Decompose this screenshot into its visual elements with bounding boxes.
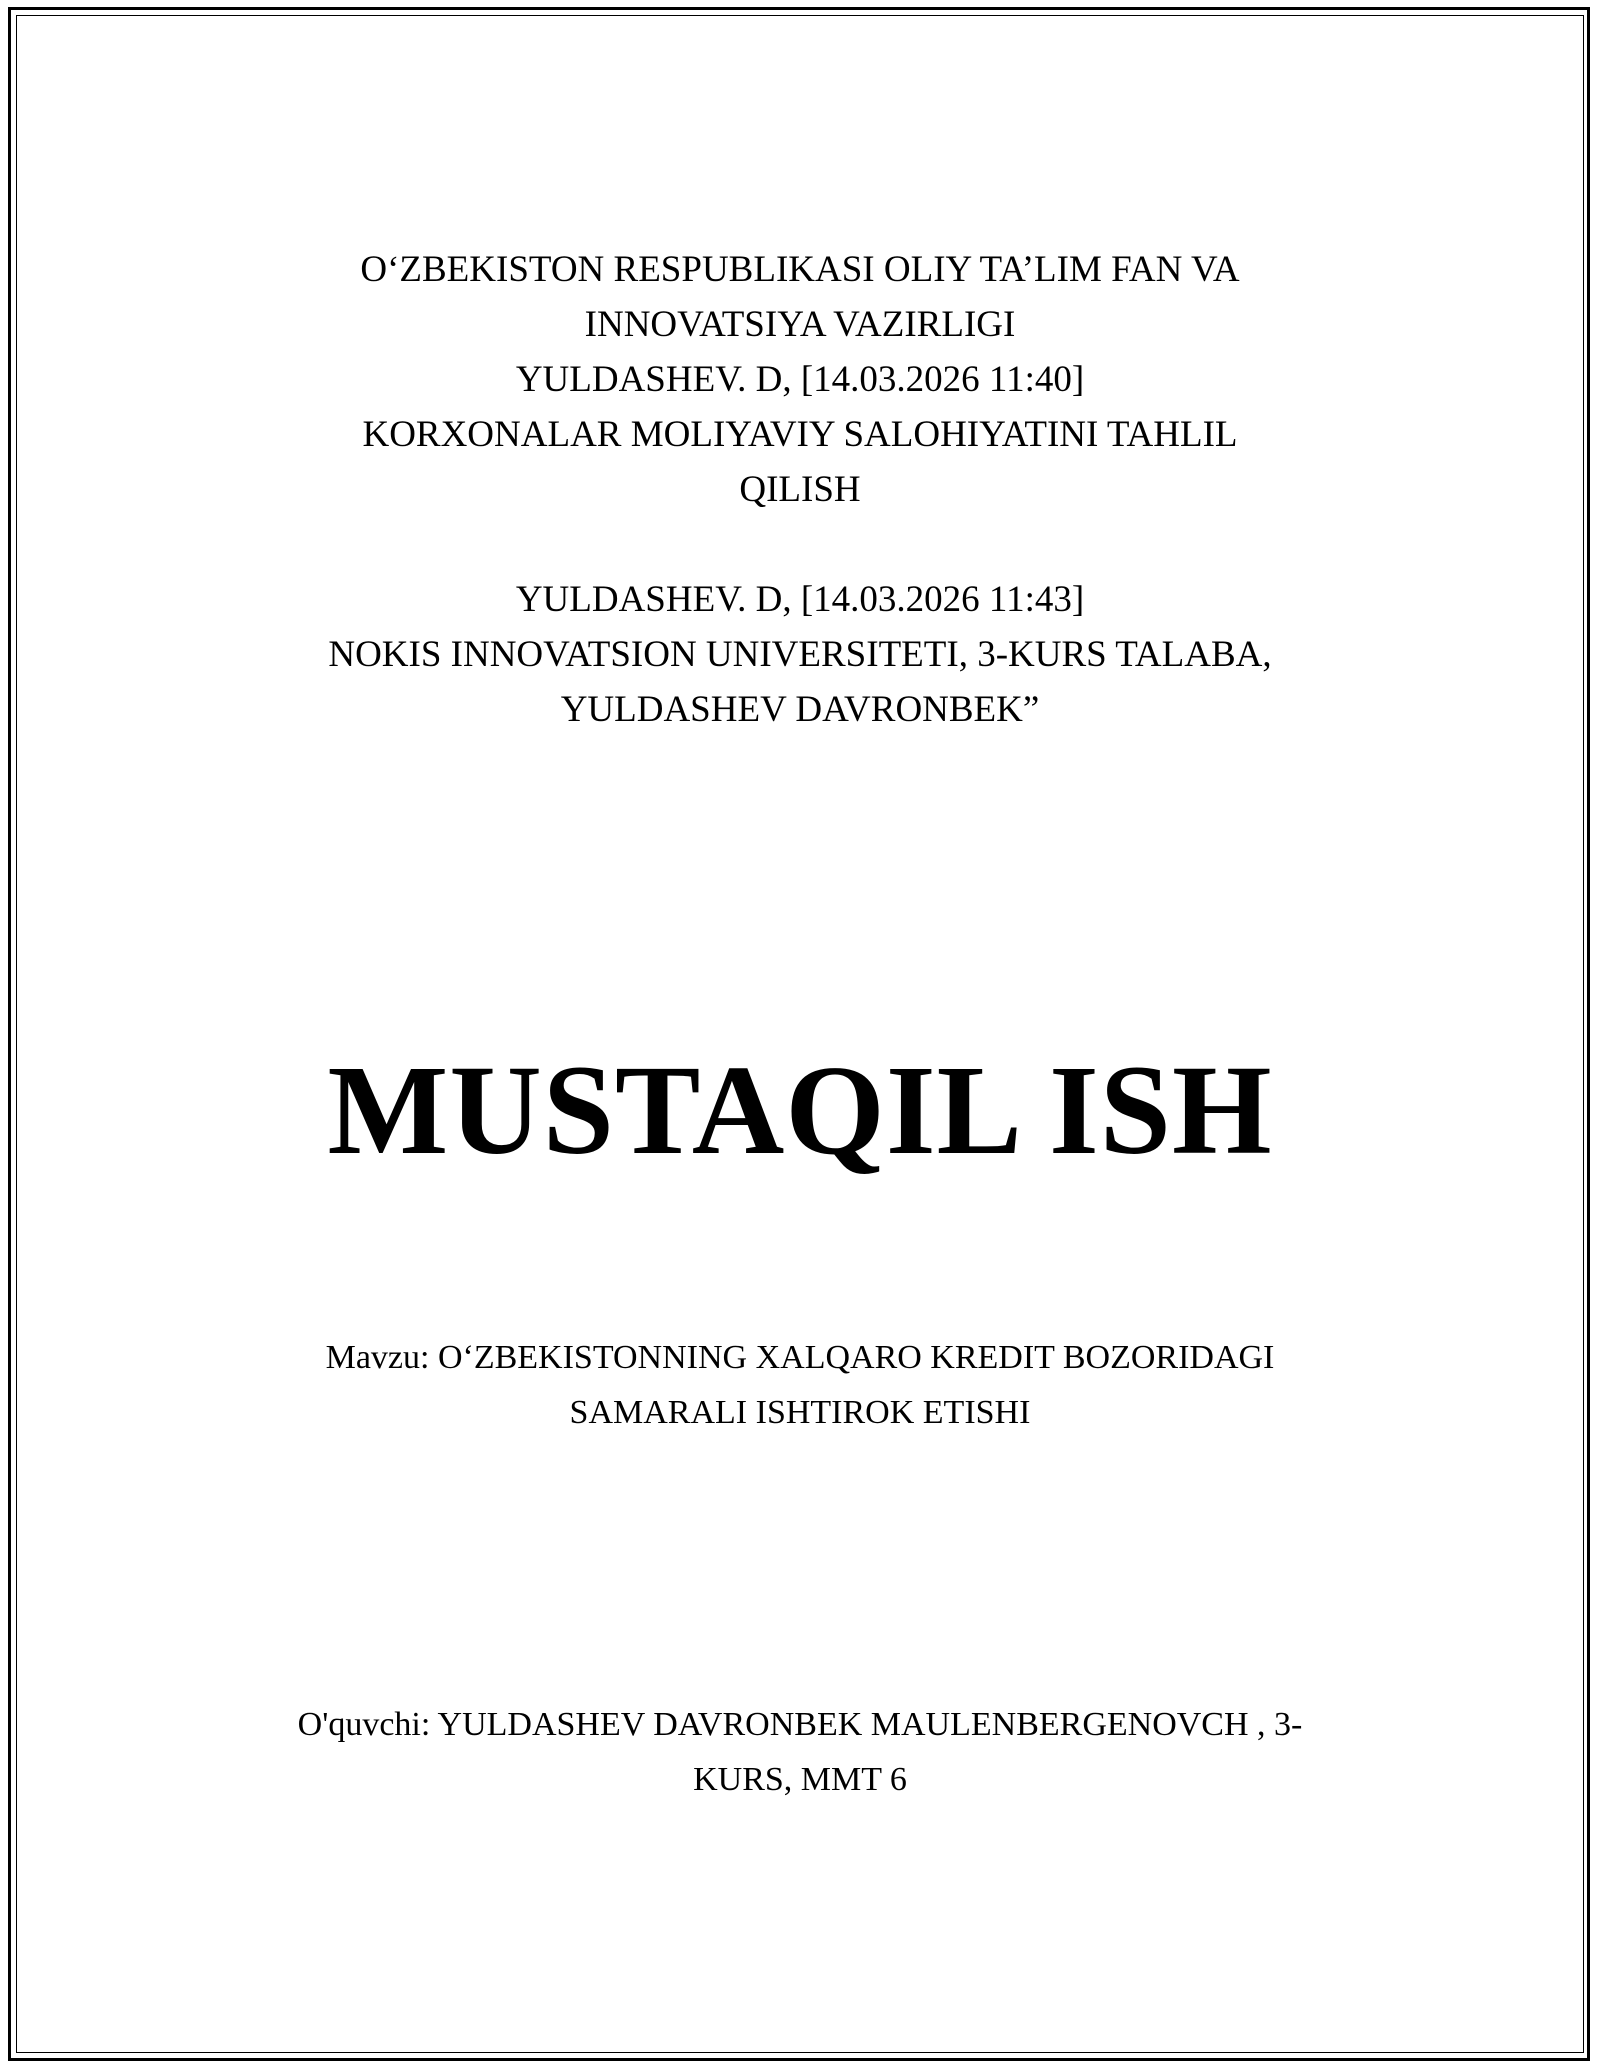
subject-line-2: QILISH [739,469,861,510]
topic-line-2: SAMARALI ISHTIROK ETISHI [569,1394,1031,1431]
student-line-1: O'quvchi: YULDASHEV DAVRONBEK MAULENBERGENOVCH , 3- [297,1706,1303,1743]
author-stamp-2: YULDASHEV. D, [14.03.2026 11:43] [515,579,1085,620]
ministry-line-1: O‘ZBEKISTON RESPUBLIKASI OLIY TA’LIM FAN VA [360,249,1240,290]
document-title: MUSTAQIL ISH [327,1039,1273,1181]
header-block [200,242,1400,517]
topic-line-1: Mavzu: O‘ZBEKISTONNING XALQARO KREDIT BOZORIDAGI [325,1339,1275,1376]
student-line-2: KURS, MMT 6 [693,1761,907,1798]
author-stamp-1: YULDASHEV. D, [14.03.2026 11:40] [515,359,1085,400]
topic-block [200,1330,1400,1440]
university-line-1: NOKIS INNOVATSION UNIVERSITETI, 3-KURS TALABA, [328,634,1272,675]
author-block [200,572,1400,737]
subject-line-1: KORXONALAR MOLIYAVIY SALOHIYATINI TAHLIL [362,414,1238,455]
university-line-2: YULDASHEV DAVRONBEK” [560,689,1040,730]
ministry-line-2: INNOVATSIYA VAZIRLIGI [584,304,1016,345]
student-block [200,1697,1400,1807]
